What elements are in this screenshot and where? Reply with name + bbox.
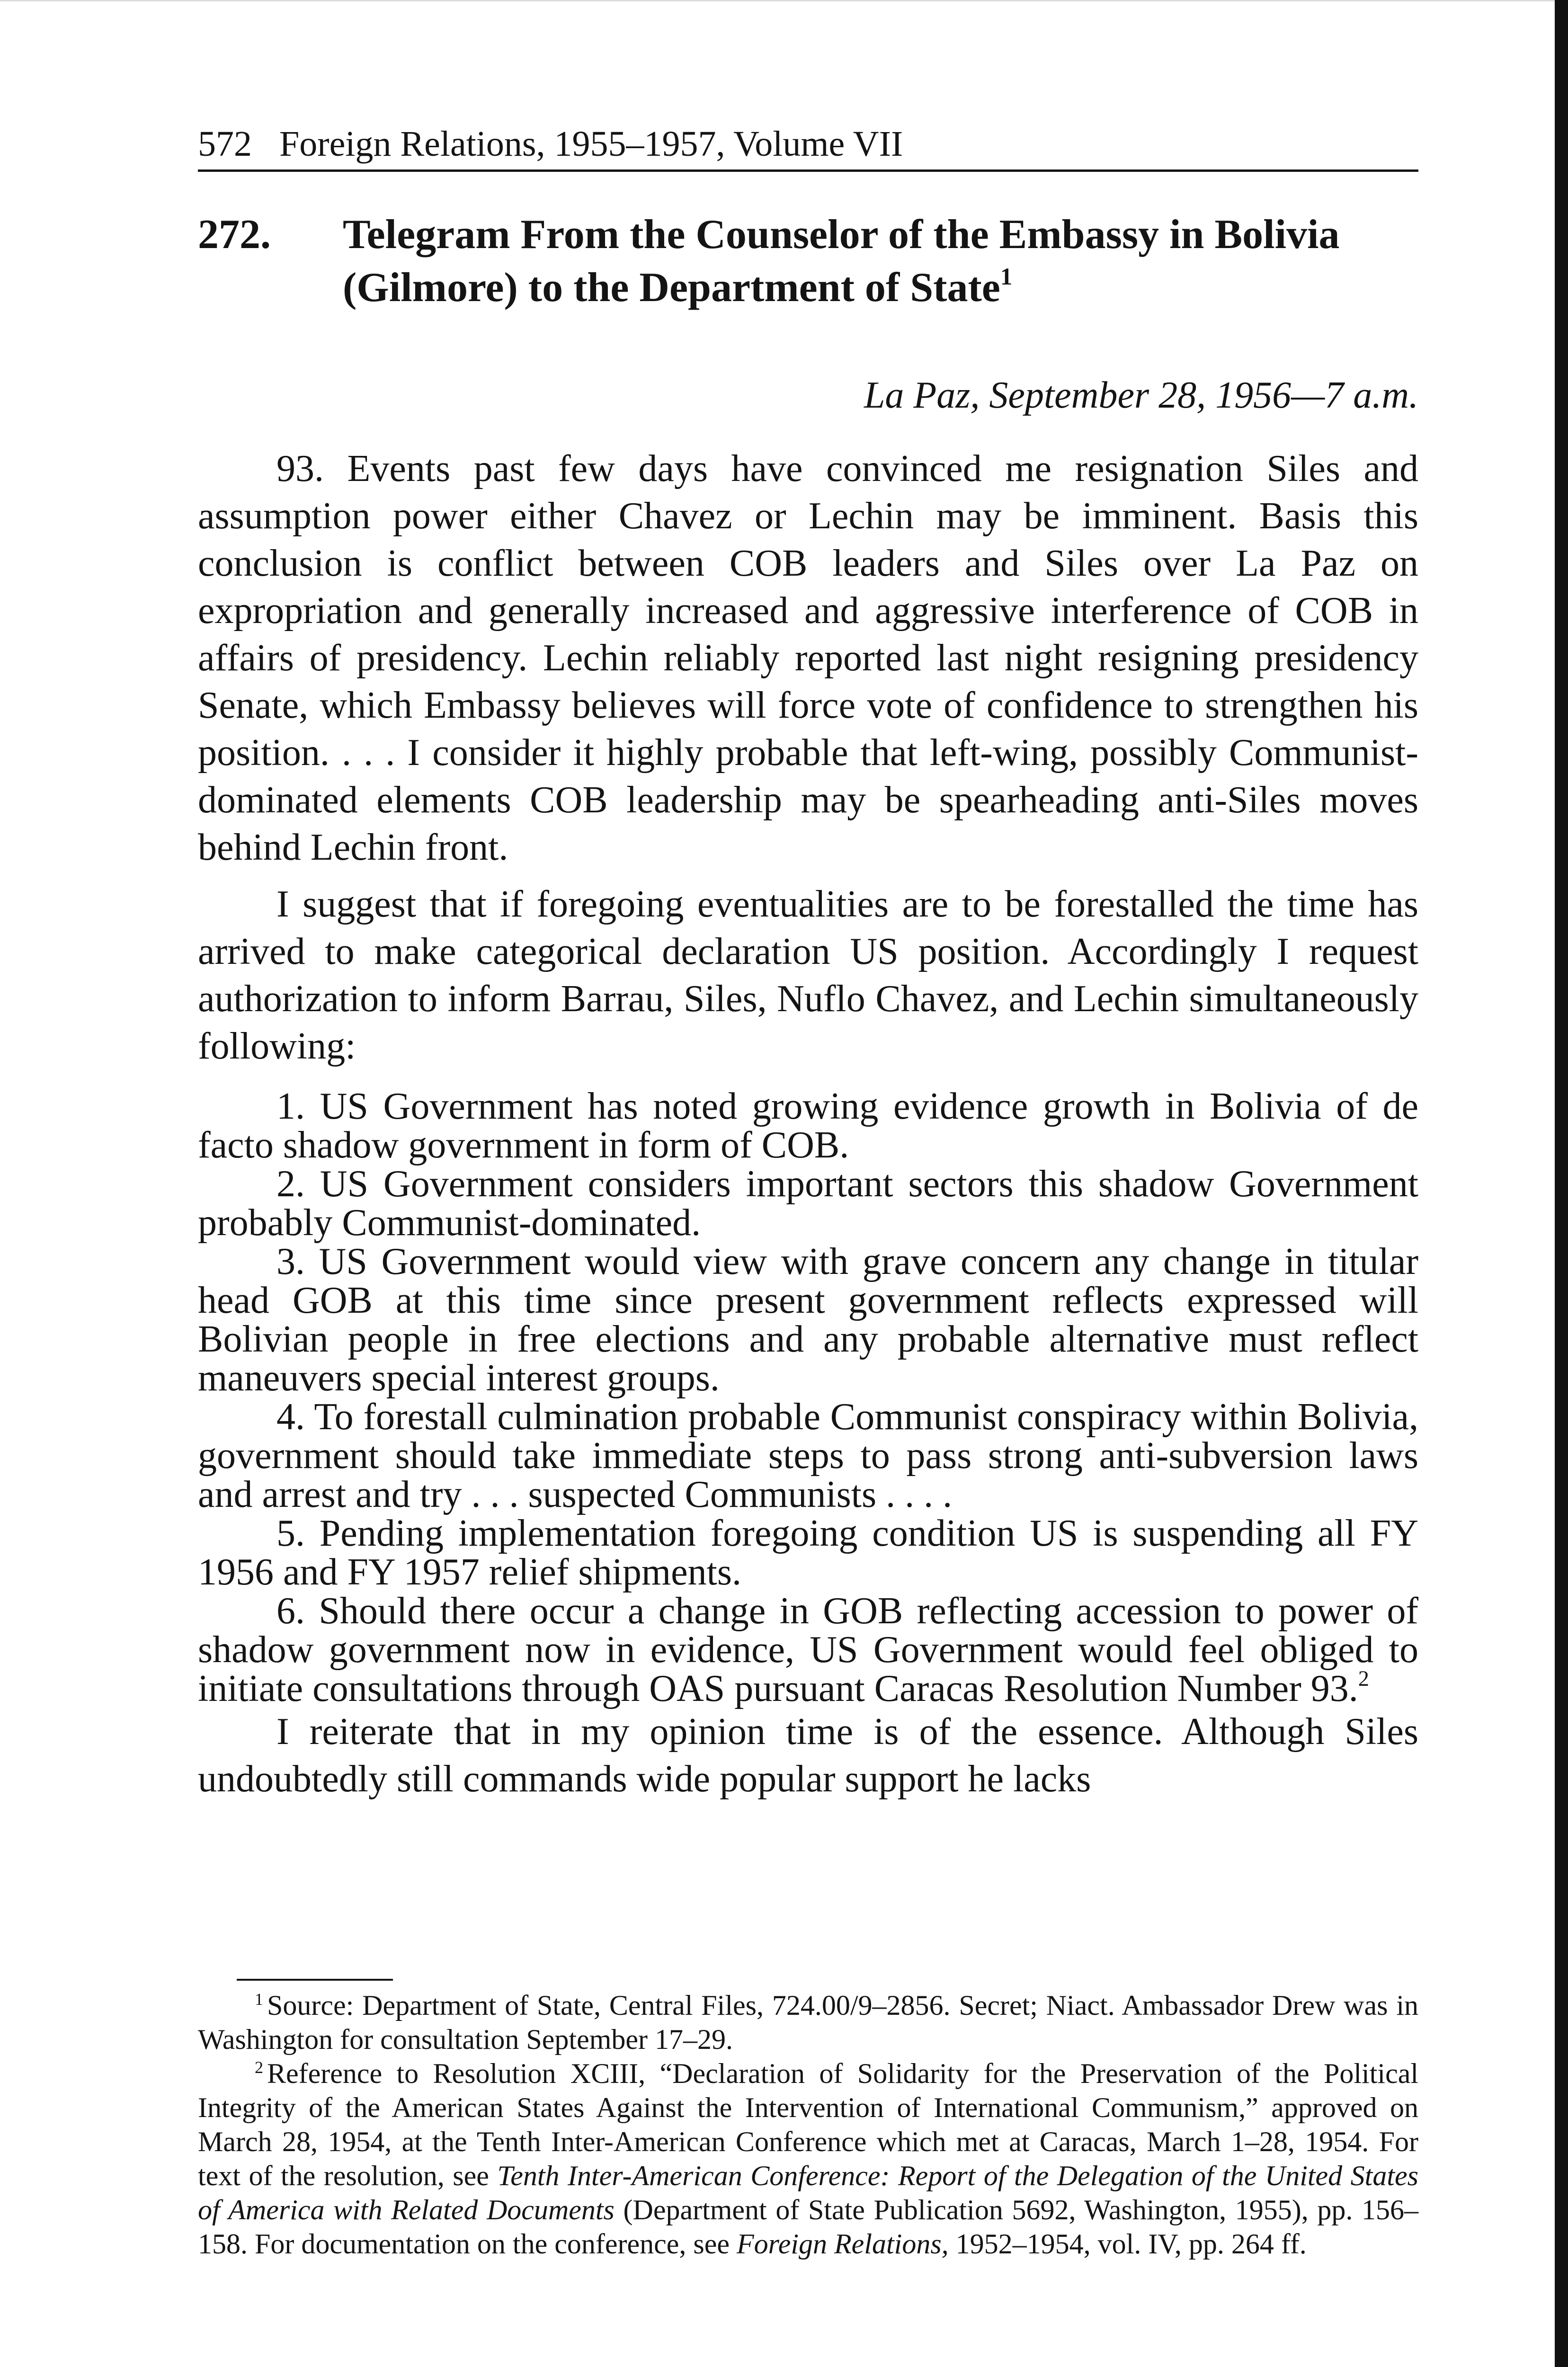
point-6-wrapper	[198, 1592, 1418, 1708]
point-5: 5. Pending implementation foregoing condition US is suspending all FY 1956 and FY 1957 relief shipments.	[198, 1513, 1418, 1593]
document-title: Telegram From the Counselor of the Embassy in Bolivia (Gilmore) to the Department of State	[343, 212, 1340, 311]
top-edge-line	[0, 0, 1555, 1]
footnote-ref-1: 1	[1000, 263, 1013, 290]
footnote-2	[198, 2056, 1418, 2261]
dateline: La Paz, September 28, 1956—7 a.m.	[864, 374, 1418, 416]
body-paragraph-3: I reiterate that in my opinion time is of the essence. Although Siles undoubtedly still commands wide popular support he lacks	[198, 1711, 1418, 1800]
point-4: 4. To forestall culmination probable Communist conspiracy within Bolivia, government should take immediate steps to pass strong anti-subversion laws and arrest and try . . . suspected Communists . . . .	[198, 1396, 1418, 1515]
point-3: 3. US Government would view with grave concern any change in titular head GOB at this time since present government reflects expressed will Bolivian people in free elections and any probable alternative must reflect maneuvers special interest groups.	[198, 1241, 1418, 1399]
footnote-2-text-b: (Department of State Publication 5692, Washington, 1955), pp. 156–158. For documentation on the conference, see	[198, 2194, 1419, 2260]
telegram-body	[198, 445, 1418, 1803]
footnote-ref-2: 2	[1358, 1666, 1369, 1691]
point-6: 6. Should there occur a change in GOB reflecting accession to power of shadow government now in evidence, US Government would feel obliged to initiate consultations through OAS pursuant Caracas Resolution Number 93.	[198, 1590, 1418, 1709]
running-header	[198, 118, 1418, 172]
footnote-1-text: Source: Department of State, Central Files, 724.00/9–2856. Secret; Niact. Ambassador Drew was in Washington for consultation September 17–29.	[198, 1990, 1418, 2055]
document-heading	[198, 208, 1419, 314]
footnote-2-text-a: Reference to Resolution XCIII, “Declaration of Solidarity for the Preservation of the Political Integrity of the American States Against the Intervention of International Communism,” approved on March 28, 1954, at the Tenth Inter-American Conference which met at Caracas, March 1–28, 1954. For text of the resolution, see	[198, 2058, 1418, 2191]
footnote-separator	[237, 1979, 393, 1981]
footnote-2-mark: 2	[255, 2058, 263, 2077]
footnote-1-mark: 1	[255, 1990, 263, 2009]
scan-edge-bar	[1555, 0, 1568, 2367]
footnote-2-title-b: Foreign Relations,	[736, 2228, 949, 2260]
running-header-title: Foreign Relations, 1955–1957, Volume VII	[279, 124, 903, 164]
body-paragraph-2: I suggest that if foregoing eventualities are to be forestalled the time has arrived to make categorical declaration US position. Accordingly I request authorization to inform Barrau, Siles, Nuflo Chavez, and Lechin simultaneously following:	[198, 883, 1418, 1067]
body-paragraph-1: 93. Events past few days have convinced me resignation Siles and assumption power either Chavez or Lechin may be imminent. Basis this conclusion is conflict between COB leaders and Siles over La Paz on expropriation and generally increased and aggressive interference of COB in affairs of presidency. Lechin reliably reported last night resigning presidency Senate, which Embassy believes will force vote of confidence to strengthen his position. . . . I consider it highly probable that left-wing, possibly Communist-dominated elements COB leadership may be spearheading anti-Siles moves behind Lechin front.	[198, 448, 1418, 868]
page-number: 572	[198, 124, 252, 164]
footnote-2-text-c: 1952–1954, vol. IV, pp. 264 ff.	[955, 2228, 1307, 2260]
point-2: 2. US Government considers important sectors this shadow Government probably Communist-dominated.	[198, 1163, 1418, 1244]
numbered-points	[198, 1087, 1418, 1708]
footnote-2-title-a: Tenth Inter-American Conference: Report of the Delegation of the United States of America with Related Documents	[198, 2160, 1418, 2225]
document-title-block	[343, 208, 1419, 314]
point-1: 1. US Government has noted growing evidence growth in Bolivia of de facto shadow government in form of COB.	[198, 1086, 1418, 1166]
document-number: 272.	[198, 212, 271, 258]
footnotes	[198, 1988, 1418, 2261]
footnote-1	[198, 1988, 1418, 2056]
